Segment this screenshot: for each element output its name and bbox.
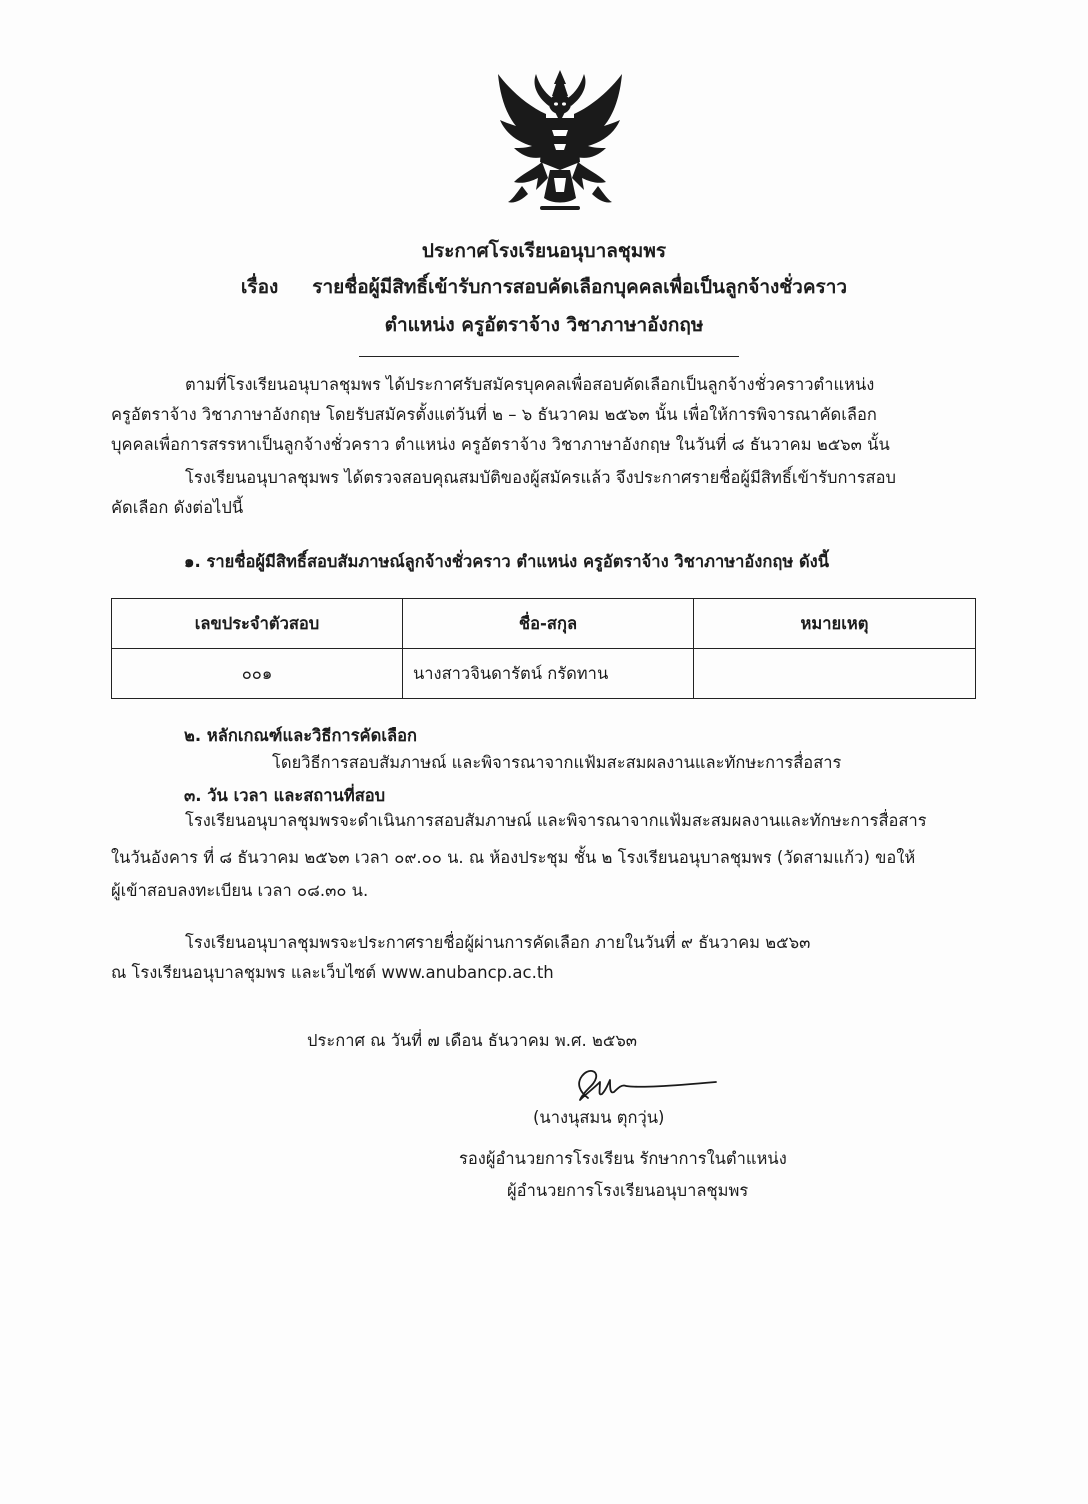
result-notice-line-2: ณ โรงเรียนอนุบาลชุมพร และเว็บไซต์ www.anubancp.ac.th [111,963,554,982]
subject-text: รายชื่อผู้มีสิทธิ์เข้ารับการสอบคัดเลือกบุคคลเพื่อเป็นลูกจ้างชั่วคราว [312,276,848,298]
intro-line-5: คัดเลือก ดังต่อไปนี้ [111,498,244,517]
intro-line-1: ตามที่โรงเรียนอนุบาลชุมพร ได้ประกาศรับสมัครบุคคลเพื่อสอบคัดเลือกเป็นลูกจ้างชั่วคราวตำแหน่ง [185,375,875,394]
remark-cell [694,649,976,699]
candidate-table [111,598,976,699]
signature-mark [570,1064,720,1106]
exam-id-cell: ๐๐๑ [112,649,403,699]
column-header-name: ชื่อ-สกุล [403,599,694,649]
section3-line-2: ในวันอังคาร ที่ ๘ ธันวาคม ๒๕๖๓ เวลา ๐๙.๐๐ น. ณ ห้องประชุม ชั้น ๒ โรงเรียนอนุบาลชุมพร (วัดสามแก้ว) ขอให้ [111,848,916,867]
section3-heading: ๓. วัน เวลา และสถานที่สอบ [184,786,386,805]
header-divider [359,356,739,357]
announcement-date: ประกาศ ณ วันที่ ๗ เดือน ธันวาคม พ.ศ. ๒๕๖๓ [307,1031,638,1050]
announcement-title: ประกาศโรงเรียนอนุบาลชุมพร [421,240,667,262]
signatory-title-2: ผู้อำนวยการโรงเรียนอนุบาลชุมพร [507,1181,749,1200]
intro-line-3: บุคคลเพื่อการสรรหาเป็นลูกจ้างชั่วคราว ตำแหน่ง ครูอัตราจ้าง วิชาภาษาอังกฤษ ในวันที่ ๘ ธันวาคม ๒๕๖๓ นั้น [111,435,890,454]
position-line: ตำแหน่ง ครูอัตราจ้าง วิชาภาษาอังกฤษ [384,314,704,336]
column-header-exam-id: เลขประจำตัวสอบ [112,599,403,649]
subject-label: เรื่อง [240,276,279,298]
section3-line-3: ผู้เข้าสอบลงทะเบียน เวลา ๐๘.๓๐ น. [111,881,369,900]
result-notice-line-1: โรงเรียนอนุบาลชุมพรจะประกาศรายชื่อผู้ผ่านการคัดเลือก ภายในวันที่ ๙ ธันวาคม ๒๕๖๓ [185,933,811,952]
intro-line-4: โรงเรียนอนุบาลชุมพร ได้ตรวจสอบคุณสมบัติของผู้สมัครแล้ว จึงประกาศรายชื่อผู้มีสิทธิ์เข้ารับการสอบ [185,468,897,487]
garuda-emblem-icon [492,66,628,218]
signatory-title-1: รองผู้อำนวยการโรงเรียน รักษาการในตำแหน่ง [459,1149,787,1168]
section2-text: โดยวิธีการสอบสัมภาษณ์ และพิจารณาจากแฟ้มสะสมผลงานและทักษะการสื่อสาร [272,753,842,772]
section3-line-1: โรงเรียนอนุบาลชุมพรจะดำเนินการสอบสัมภาษณ์ และพิจารณาจากแฟ้มสะสมผลงานและทักษะการสื่อสาร [185,811,927,830]
candidate-name-cell: นางสาวจินดารัตน์ กรัดทาน [403,649,694,699]
intro-line-2: ครูอัตราจ้าง วิชาภาษาอังกฤษ โดยรับสมัครตั้งแต่วันที่ ๒ – ๖ ธันวาคม ๒๕๖๓ นั้น เพื่อให้การพิจารณาคัดเลือก [111,405,877,424]
signatory-name: (นางนุสมน ตุกวุ่น) [533,1108,665,1127]
table-header-row [112,599,976,649]
section2-heading: ๒. หลักเกณฑ์และวิธีการคัดเลือก [184,726,417,745]
announcement-subject-line [0,272,1088,302]
column-header-remark: หมายเหตุ [694,599,976,649]
table-row [112,649,976,699]
section1-heading: ๑. รายชื่อผู้มีสิทธิ์สอบสัมภาษณ์ลูกจ้างชั่วคราว ตำแหน่ง ครูอัตราจ้าง วิชาภาษาอังกฤษ ดังนี้ [184,552,829,571]
